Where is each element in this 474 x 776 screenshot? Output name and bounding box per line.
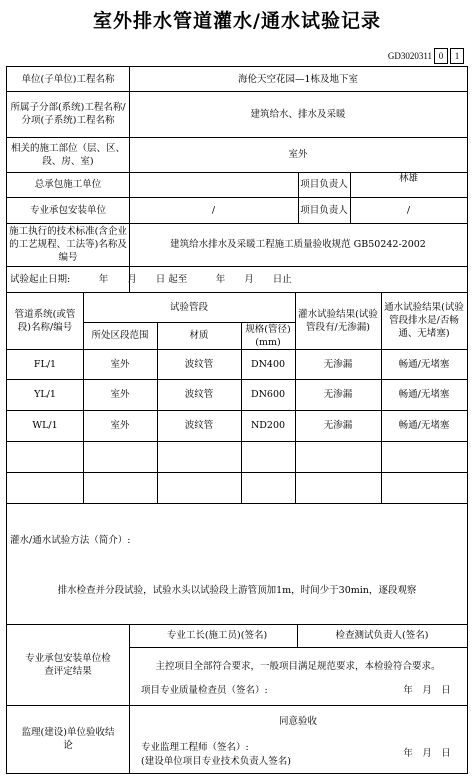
supervising-engineer-signature: 专业监理工程师（签名）:: [141, 741, 249, 753]
row2-fill: 无渗漏: [323, 389, 353, 400]
sub-pm-label: 项目负责人: [300, 204, 348, 216]
form-code-box-2: 1: [450, 48, 464, 64]
row2-material: 波纹管: [184, 389, 214, 400]
test-date-row: 试验起止日期: 年 月 日 起至 年 月 日止: [10, 273, 292, 285]
row3-material: 波纹管: [184, 420, 214, 431]
page-title: 室外排水管道灌水/通水试验记录: [93, 10, 381, 32]
contractor-label: 总承包施工单位: [34, 179, 102, 190]
row1-material: 波纹管: [184, 358, 214, 370]
row3-flow: 畅通/无堵塞: [398, 420, 450, 431]
row1-area: 室外: [110, 358, 130, 370]
unit-name-label: 单位(子单位)工程名称: [21, 73, 115, 85]
col-flow-header: 通水试验结果(试验管段排水是/否畅通、无堵塞): [384, 302, 464, 339]
row3-area: 室外: [110, 420, 130, 431]
unit-name-value: 海伦天空花园—1栋及地下室: [237, 73, 359, 85]
row3-system: WL/1: [32, 420, 58, 431]
quality-inspector-signature: 项目专业质量检查员（签名）:: [141, 684, 268, 696]
supervision-date: 年 月 日: [403, 747, 451, 759]
form-code-box-1: 0: [434, 48, 448, 64]
form-code-prefix: GD3020311: [387, 50, 432, 61]
method-text: 排水检查并分段试验，试验水头以试验段上游管顶加1m，时间少于30min，逐段观察: [57, 584, 417, 596]
division-label: 所属子分部(系统)工程名称/分项(子系统)工程名称: [10, 102, 126, 126]
standard-value: 建筑给水排水及采暖工程施工质量验收规范 GB50242-2002: [170, 239, 426, 250]
pm-value: 林雄: [398, 172, 418, 184]
location-label: 相关的施工部位（层、区、段、房、室): [10, 142, 125, 167]
form-code: [388, 47, 464, 64]
method-label: 灌水/通水试验方法（简介）:: [10, 534, 131, 546]
subcontractor-check-label: 专业承包安装单位检查评定结果: [25, 652, 111, 677]
supervision-conclusion-label: 监理(建设)单位验收结论: [21, 727, 115, 751]
row1-spec: DN400: [250, 358, 286, 370]
row1-flow: 畅通/无堵塞: [398, 358, 450, 370]
subcontractor-value: /: [211, 204, 216, 216]
supervision-conclusion-text: 同意验收: [278, 715, 317, 727]
tester-signature: 检查测试负责人(签名): [335, 630, 429, 641]
col-material-header: 材质: [189, 330, 209, 341]
standard-label: 施工执行的技术标准(含企业的工艺规程、工法等)名称及编号: [9, 226, 127, 263]
col-area-header: 所处区段范围: [91, 330, 149, 341]
row3-spec: ND200: [250, 420, 286, 431]
col-fill-header: 灌水试验结果(试验管段有/无渗漏): [298, 308, 378, 333]
location-value: 室外: [288, 149, 308, 160]
owner-tech-lead-signature: (建设单位项目专业技术负责人签名): [141, 755, 291, 767]
col-spec-header: 规格(管径)(mm): [245, 323, 291, 348]
record-sheet: [6, 66, 468, 774]
row1-system: FL/1: [33, 358, 57, 370]
sub-pm-value: /: [406, 204, 411, 216]
col-segment-header: 试验管段: [169, 301, 208, 313]
row2-spec: DN600: [250, 389, 286, 400]
foreman-signature: 专业工长(施工员)(签名): [166, 630, 268, 641]
pm-label: 项目负责人: [300, 179, 348, 190]
division-value: 建筑给水、排水及采暖: [250, 108, 346, 120]
contractor-value: [129, 172, 298, 197]
row2-area: 室外: [110, 389, 130, 400]
row1-fill: 无渗漏: [323, 358, 353, 370]
row2-system: YL/1: [34, 389, 56, 400]
col-system-header: 管道系统(或管段)名称/编号: [14, 308, 76, 333]
subcontractor-label: 专业承包安装单位: [29, 204, 106, 216]
subcontractor-check-text: 主控项目全部符合要求，一般项目满足规范要求，本检验符合要求。: [155, 660, 441, 672]
row3-fill: 无渗漏: [323, 420, 353, 431]
subcontractor-date: 年 月 日: [403, 684, 451, 696]
row2-flow: 畅通/无堵塞: [398, 389, 450, 400]
